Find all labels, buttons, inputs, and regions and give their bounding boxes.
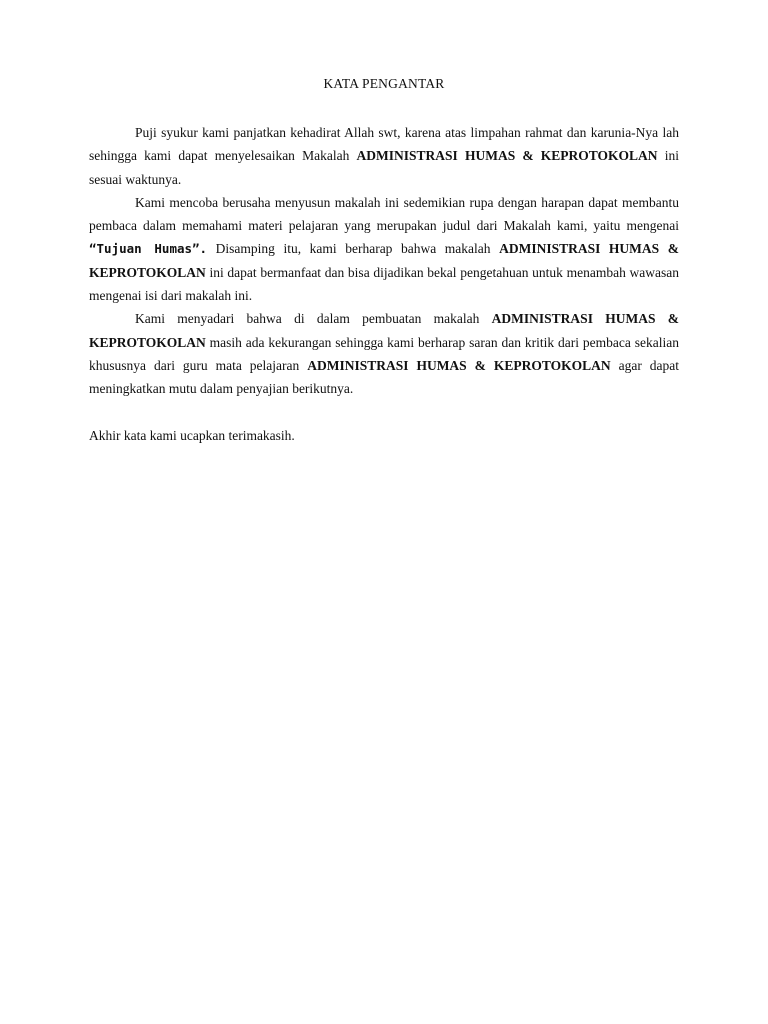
closing-text: Akhir kata kami ucapkan terimakasih. xyxy=(89,427,295,443)
paragraph-2-part-3: Disamping itu, kami berharap bahwa makalah xyxy=(207,241,500,257)
page-title: KATA PENGANTAR xyxy=(323,76,445,91)
paragraph-2-part-1: Kami mencoba berusaha menyusun makalah ini sedemikian rupa dengan harapan dapat membantu pembaca dalam memahami materi pelajaran yang merupakan judul dari Makalah kami, yaitu mengenai xyxy=(89,194,679,234)
paragraph-1-part-3: ini sesuai waktunya. xyxy=(89,148,679,187)
paragraph-3-title-bold-2: ADMINISTRASI HUMAS & KEPROTOKOLAN xyxy=(307,357,611,373)
paragraph-1-title-bold: ADMINISTRASI HUMAS & KEPROTOKOLAN xyxy=(356,148,658,164)
paragraph-1-part-1: Puji syukur kami panjatkan kehadirat Allah swt, karena atas limpahan rahmat dan karunia-Nya lah sehingga kami dapat menyelesaikan Makalah xyxy=(89,125,679,164)
paragraph-2-part-5: ini dapat bermanfaat dan bisa dijadikan bekal pengetahuan untuk menambah wawasan mengenai isi dari makalah ini. xyxy=(89,264,679,304)
paragraph-2 xyxy=(89,191,679,307)
paragraph-3-part-5: agar dapat meningkatkan mutu dalam penyajian berikutnya. xyxy=(89,357,679,397)
paragraph-2-title-bold: ADMINISTRASI HUMAS & KEPROTOKOLAN xyxy=(89,241,679,280)
paragraph-2-topic-quote: “Tujuan Humas”. xyxy=(89,241,208,257)
paragraph-3-title-bold-1: ADMINISTRASI HUMAS & KEPROTOKOLAN xyxy=(89,311,680,350)
body-text xyxy=(89,121,679,447)
paragraph-1 xyxy=(89,121,679,191)
paragraph-3-part-1: Kami menyadari bahwa di dalam pembuatan makalah xyxy=(135,311,492,327)
paragraph-3 xyxy=(89,307,679,400)
paragraph-3-part-3: masih ada kekurangan sehingga kami berharap saran dan kritik dari pembaca sekalian khususnya dari guru mata pelajaran xyxy=(89,334,679,373)
